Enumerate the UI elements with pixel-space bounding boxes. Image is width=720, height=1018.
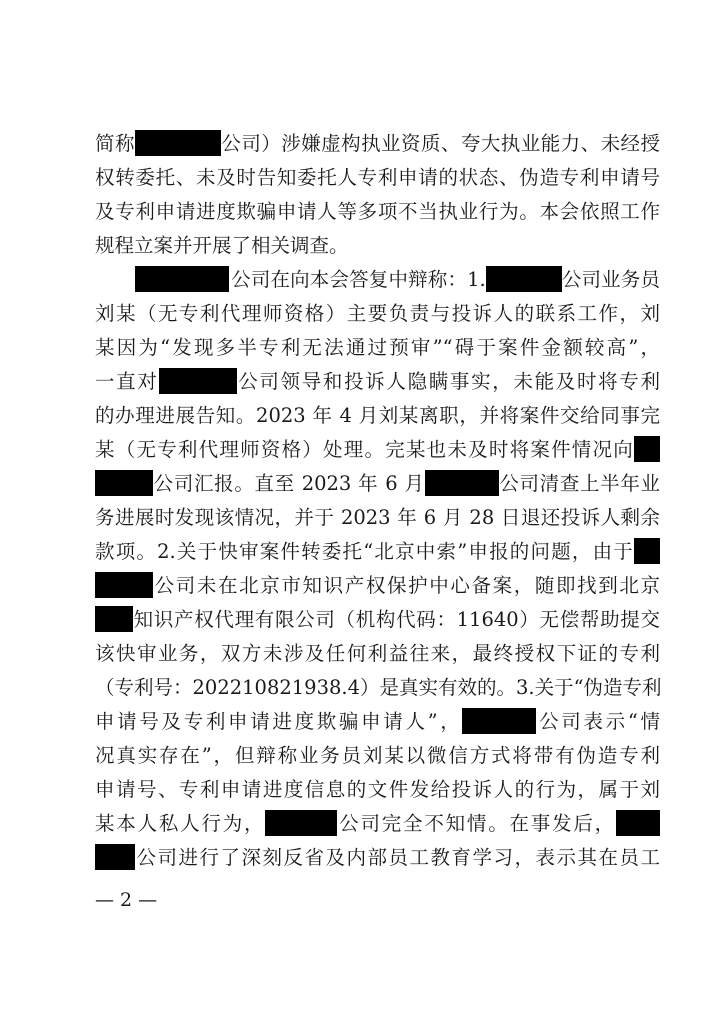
text-segment: 公司未在北京市知识产权保护中心备案，随即找到北京: [153, 574, 660, 597]
text-line-22: [95, 841, 660, 875]
text-line-9: 的办理进展告知。2023 年 4 月刘某离职，并将案件交给同事完: [95, 404, 660, 427]
text-segment: 公司）涉嫌虚构执业资质、夸大执业能力、未经授: [220, 132, 660, 155]
text-line-10: [95, 433, 660, 467]
text-line-13: [95, 535, 660, 569]
text-segment: 公司汇报。直至 2023 年 6 月: [153, 472, 425, 495]
text-segment: 款项。2.关于快审案件转委托“北京中索”申报的问题，由于: [95, 540, 634, 563]
text-line-20: 申请号、专利申请进度信息的文件发给投诉人的行为，属于刘: [95, 778, 660, 801]
redaction-block: [95, 844, 135, 870]
text-segment: 公司在向本会答复中辩称：1.: [231, 268, 486, 291]
redaction-block: [486, 266, 562, 292]
text-segment: 某本人私人行为，: [95, 812, 266, 835]
text-line-19: 况真实存在”，但辩称业务员刘某以微信方式将带有伪造专利: [95, 744, 660, 767]
redaction-block: [95, 572, 153, 598]
text-segment: 公司完全不知情。在事发后，: [337, 812, 616, 835]
page-number: — 2 —: [95, 889, 158, 911]
text-segment: 公司进行了深刻反省及内部员工教育学习，表示其在员工: [135, 846, 660, 869]
redaction-block: [425, 470, 499, 496]
redaction-block: [634, 538, 660, 564]
text-segment: 某（无专利代理师资格）处理。完某也未及时将案件情况向: [95, 438, 634, 461]
redaction-block: [135, 130, 221, 156]
text-line-7: 某因为“发现多半专利无法通过预审”“碍于案件金额较高”，: [95, 336, 660, 359]
redaction-block: [616, 810, 660, 836]
text-line-4: 规程立案并开展了相关调查。: [95, 234, 349, 257]
text-line-11: [95, 467, 660, 501]
text-segment: 公司清查上半年业: [498, 472, 660, 495]
text-line-6: 刘某（无专利代理师资格）主要负责与投诉人的联系工作，刘: [95, 302, 660, 325]
text-line-12: 务进展时发现该情况，并于 2023 年 6 月 28 日退还投诉人剩余: [95, 506, 660, 529]
text-line-15: [95, 603, 660, 637]
text-segment: 一直对: [95, 370, 159, 393]
redaction-block: [95, 606, 133, 632]
text-segment: 申请号及专利申请进度欺骗申请人”，: [95, 710, 463, 733]
text-line-18: [95, 705, 660, 739]
text-line-16: 该快审业务，双方未涉及任何利益往来，最终授权下证的专利: [95, 642, 660, 665]
text-line-8: [95, 365, 660, 399]
text-segment: 知识产权代理有限公司（机构代码：11640）无偿帮助提交: [133, 608, 660, 631]
redaction-block: [462, 708, 536, 734]
redaction-block: [265, 810, 337, 836]
text-line-17: （专利号：202210821938.4）是真实有效的。3.关于“伪造专利: [95, 676, 662, 699]
text-segment: 公司领导和投诉人隐瞒事实，未能及时将专利: [236, 370, 660, 393]
redaction-block: [159, 368, 237, 394]
text-line-14: [95, 569, 660, 603]
text-segment: 简称: [95, 132, 135, 155]
text-line-1: [95, 127, 660, 161]
redaction-block: [95, 470, 153, 496]
redaction-block: [634, 436, 660, 462]
redaction-block: [135, 266, 229, 292]
text-line-3: 及专利申请进度欺骗申请人等多项不当执业行为。本会依照工作: [95, 200, 660, 223]
text-segment: 公司表示“情: [536, 710, 660, 733]
text-segment: 公司业务员: [561, 268, 660, 291]
text-line-5: [95, 263, 660, 297]
text-line-21: [95, 807, 660, 841]
text-line-2: 权转委托、未及时告知委托人专利申请的状态、伪造专利申请号: [95, 166, 660, 189]
